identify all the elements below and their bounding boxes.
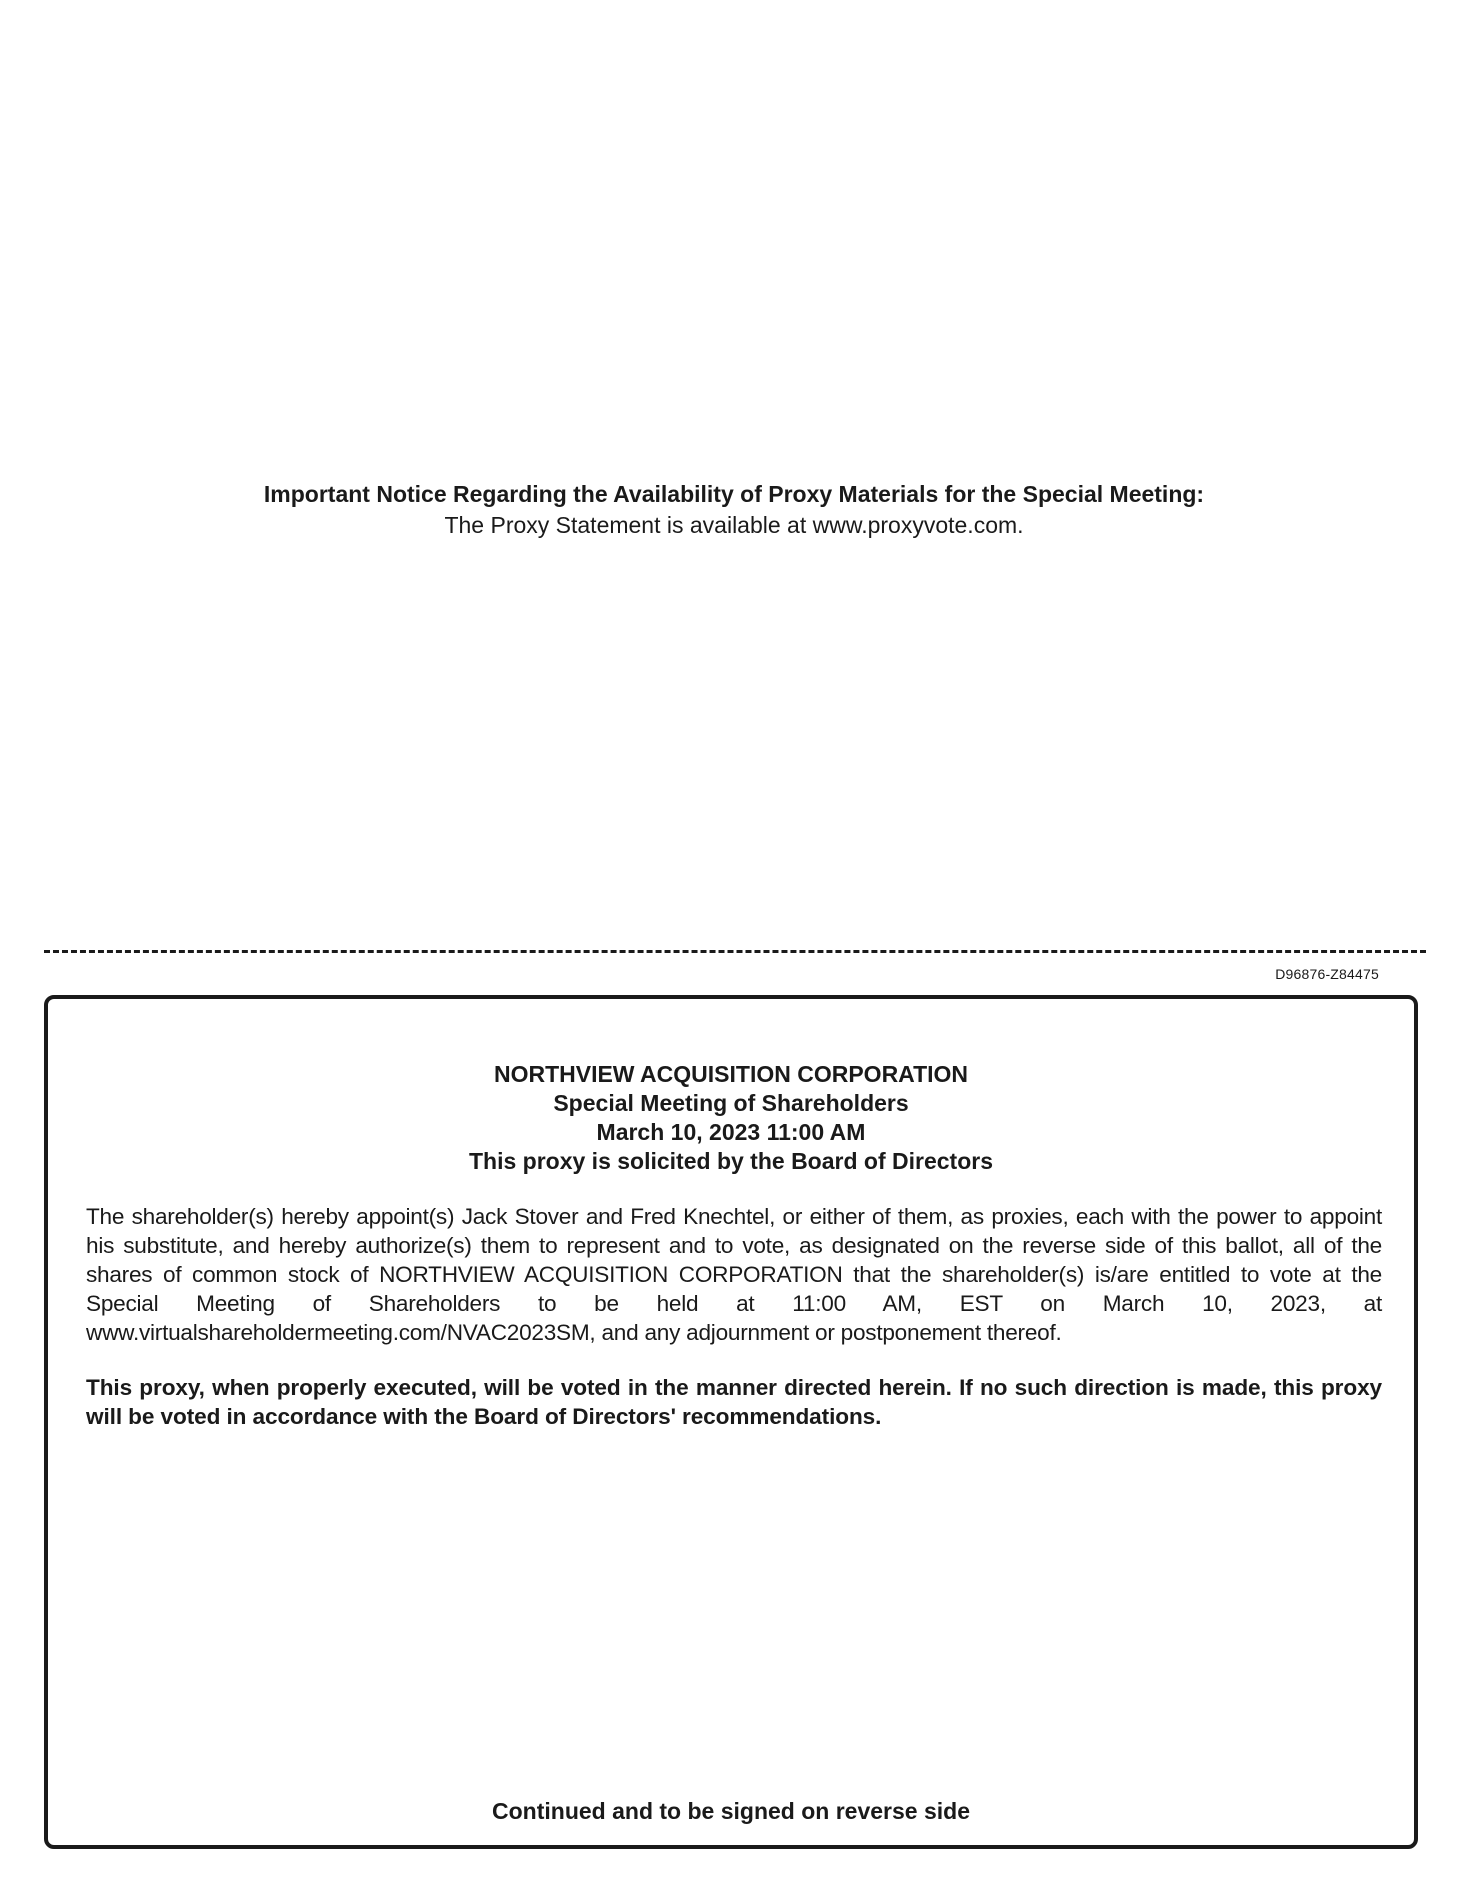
card-body bbox=[86, 1202, 1382, 1457]
proxy-materials-notice bbox=[0, 479, 1468, 541]
perforation-cut-line bbox=[44, 950, 1426, 953]
meeting-title: Special Meeting of Shareholders bbox=[553, 1090, 909, 1116]
solicitation-statement: This proxy is solicited by the Board of Directors bbox=[468, 1148, 993, 1174]
proxy-card bbox=[44, 995, 1418, 1849]
document-code: D96876-Z84475 bbox=[1275, 966, 1379, 982]
notice-text: The Proxy Statement is available at www.proxyvote.com. bbox=[444, 512, 1024, 538]
notice-title: Important Notice Regarding the Availability of Proxy Materials for the Special Meeting: bbox=[263, 481, 1205, 507]
company-name: NORTHVIEW ACQUISITION CORPORATION bbox=[493, 1061, 969, 1087]
meeting-datetime: March 10, 2023 11:00 AM bbox=[596, 1119, 866, 1145]
card-footer: Continued and to be signed on reverse side bbox=[492, 1798, 970, 1824]
voting-direction-note: This proxy, when properly executed, will be voted in the manner directed herein. If no such direction is made, this proxy will be voted in accordance with the Board of Directors' recommendations. bbox=[86, 1375, 1382, 1429]
proxy-appointment-text: The shareholder(s) hereby appoint(s) Jack Stover and Fred Knechtel, or either of them, as proxies, each with the power to appoint his substitute, and hereby authorize(s) them to represent and to vote, as designated on the reverse side of this ballot, all of the shares of common stock of NORTHVIEW ACQUISITION CORPORATION that the shareholder(s) is/are entitled to vote at the Special Meeting of Shareholders to be held at 11:00 AM, EST on March 10, 2023, at www.virtualshareholdermeeting.com/NVAC2023SM, and any adjournment or postponement thereof. bbox=[86, 1204, 1382, 1345]
card-header bbox=[48, 1060, 1414, 1176]
